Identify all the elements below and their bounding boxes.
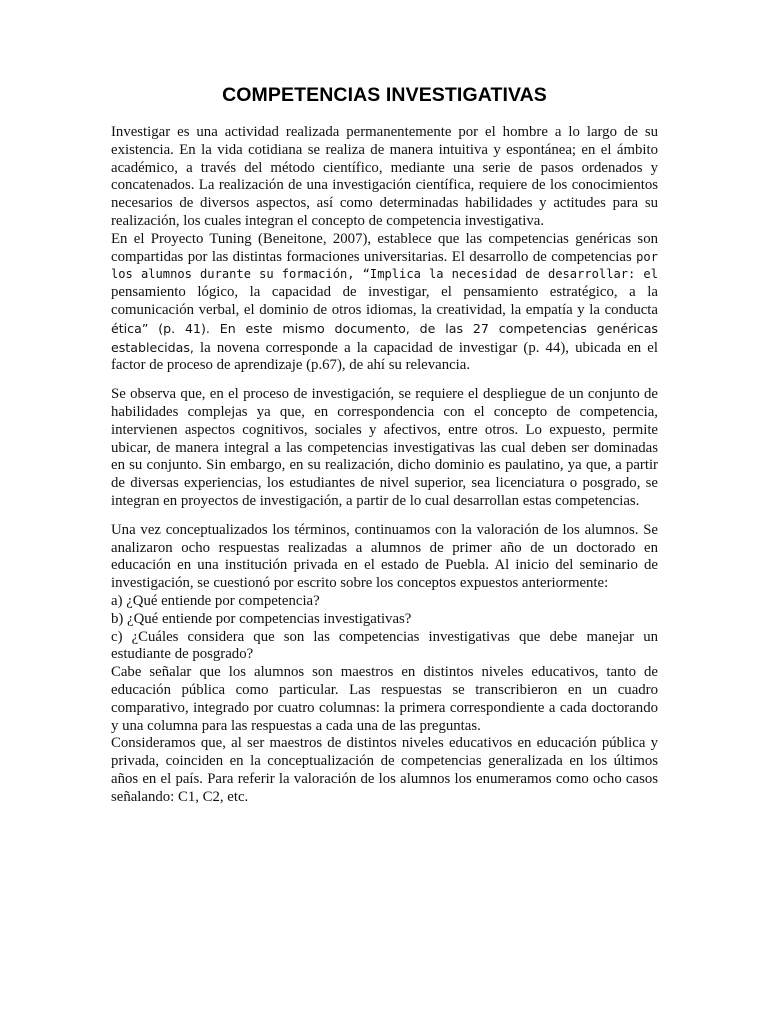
document-title: COMPETENCIAS INVESTIGATIVAS (222, 84, 547, 106)
paragraph-tuning-part4: ética” (p. 41). En este mismo documento, de las 27 competencias genéricas establecidas, (111, 320, 658, 355)
question-a: a) ¿Qué entiende por competencia? (111, 592, 320, 609)
paragraph-observation: Se observa que, en el proceso de investigación, se requiere el despliegue de un conjunto de habilidades complejas ya que, en correspondencia con el concepto de competencia, intervienen aspectos cognitivos, sociales y afectivos, entre otros. Lo expuesto, permite ubicar, de manera integral a las competencias investigativas las cual deben ser dominadas en su conjunto. Sin embargo, en su realización, dicho dominio es paulatino, ya que, a partir de diversas experiencias, los estudiantes de nivel superior, sea licenciatura o posgrado, se integran en proyectos de investigación, a partir de lo cual desarrollan estas competencias. (111, 386, 658, 509)
paragraph-tuning-part5: la novena corresponde a la capacidad de investigar (p. 44), ubicada en el factor de proceso de aprendizaje (p.67), de ahí su relevancia. (111, 339, 658, 374)
paragraph-tuning-part2: por los alumnos durante su formación, “Implica la necesidad de desarrollar: el (111, 249, 658, 282)
paragraph-method: Una vez conceptualizados los términos, continuamos con la valoración de los alumnos. Se analizaron ocho respuestas realizadas a alumnos de primer año de un doctorado en educación en una institución privada en el estado de Puebla. Al inicio del seminario de investigación, se cuestionó por escrito sobre los conceptos expuestos anteriormente: (111, 521, 658, 592)
paragraph-intro: Investigar es una actividad realizada permanentemente por el hombre a lo largo de su existencia. En la vida cotidiana se realiza de manera intuitiva y espontánea; en el ámbito académico, a través del método científico, mediante una serie de pasos ordenados y concatenados. La realización de una investigación científica, requiere de los conocimientos necesarios de diversos aspectos, así como determinadas habilidades y actitudes para su realización, los cuales integran el concepto de competencia investigativa. (111, 124, 658, 229)
paragraph-tuning (111, 231, 658, 375)
paragraph-tuning-part1: En el Proyecto Tuning (Beneitone, 2007), establece que las competencias genéricas son compartidas por las distintas formaciones universitarias. El desarrollo de competencias (111, 230, 658, 265)
paragraph-tuning-part3: pensamiento lógico, la capacidad de investigar, el pensamiento estratégico, a la comunicación verbal, el dominio de otros idiomas, la creatividad, la empatía y la conducta (111, 284, 658, 318)
question-b: b) ¿Qué entiende por competencias investigativas? (111, 610, 412, 627)
paragraph-students: Cabe señalar que los alumnos son maestros en distintos niveles educativos, tanto de educación pública como particular. Las respuestas se transcribieron en un cuadro comparativo, integrado por cuatro columnas: la primera correspondiente a cada doctorando y una columna para las respuestas a cada una de las preguntas. (111, 664, 658, 734)
question-c: c) ¿Cuáles considera que son las competencias investigativas que debe manejar un estudiante de posgrado? (111, 628, 658, 663)
paragraph-conclusion: Consideramos que, al ser maestros de distintos niveles educativos en educación pública y privada, coinciden en la conceptualización de competencias generalizada en los últimos años en el país. Para referir la valoración de los alumnos los enumeramos como ocho casos señalando: C1, C2, etc. (111, 735, 658, 805)
